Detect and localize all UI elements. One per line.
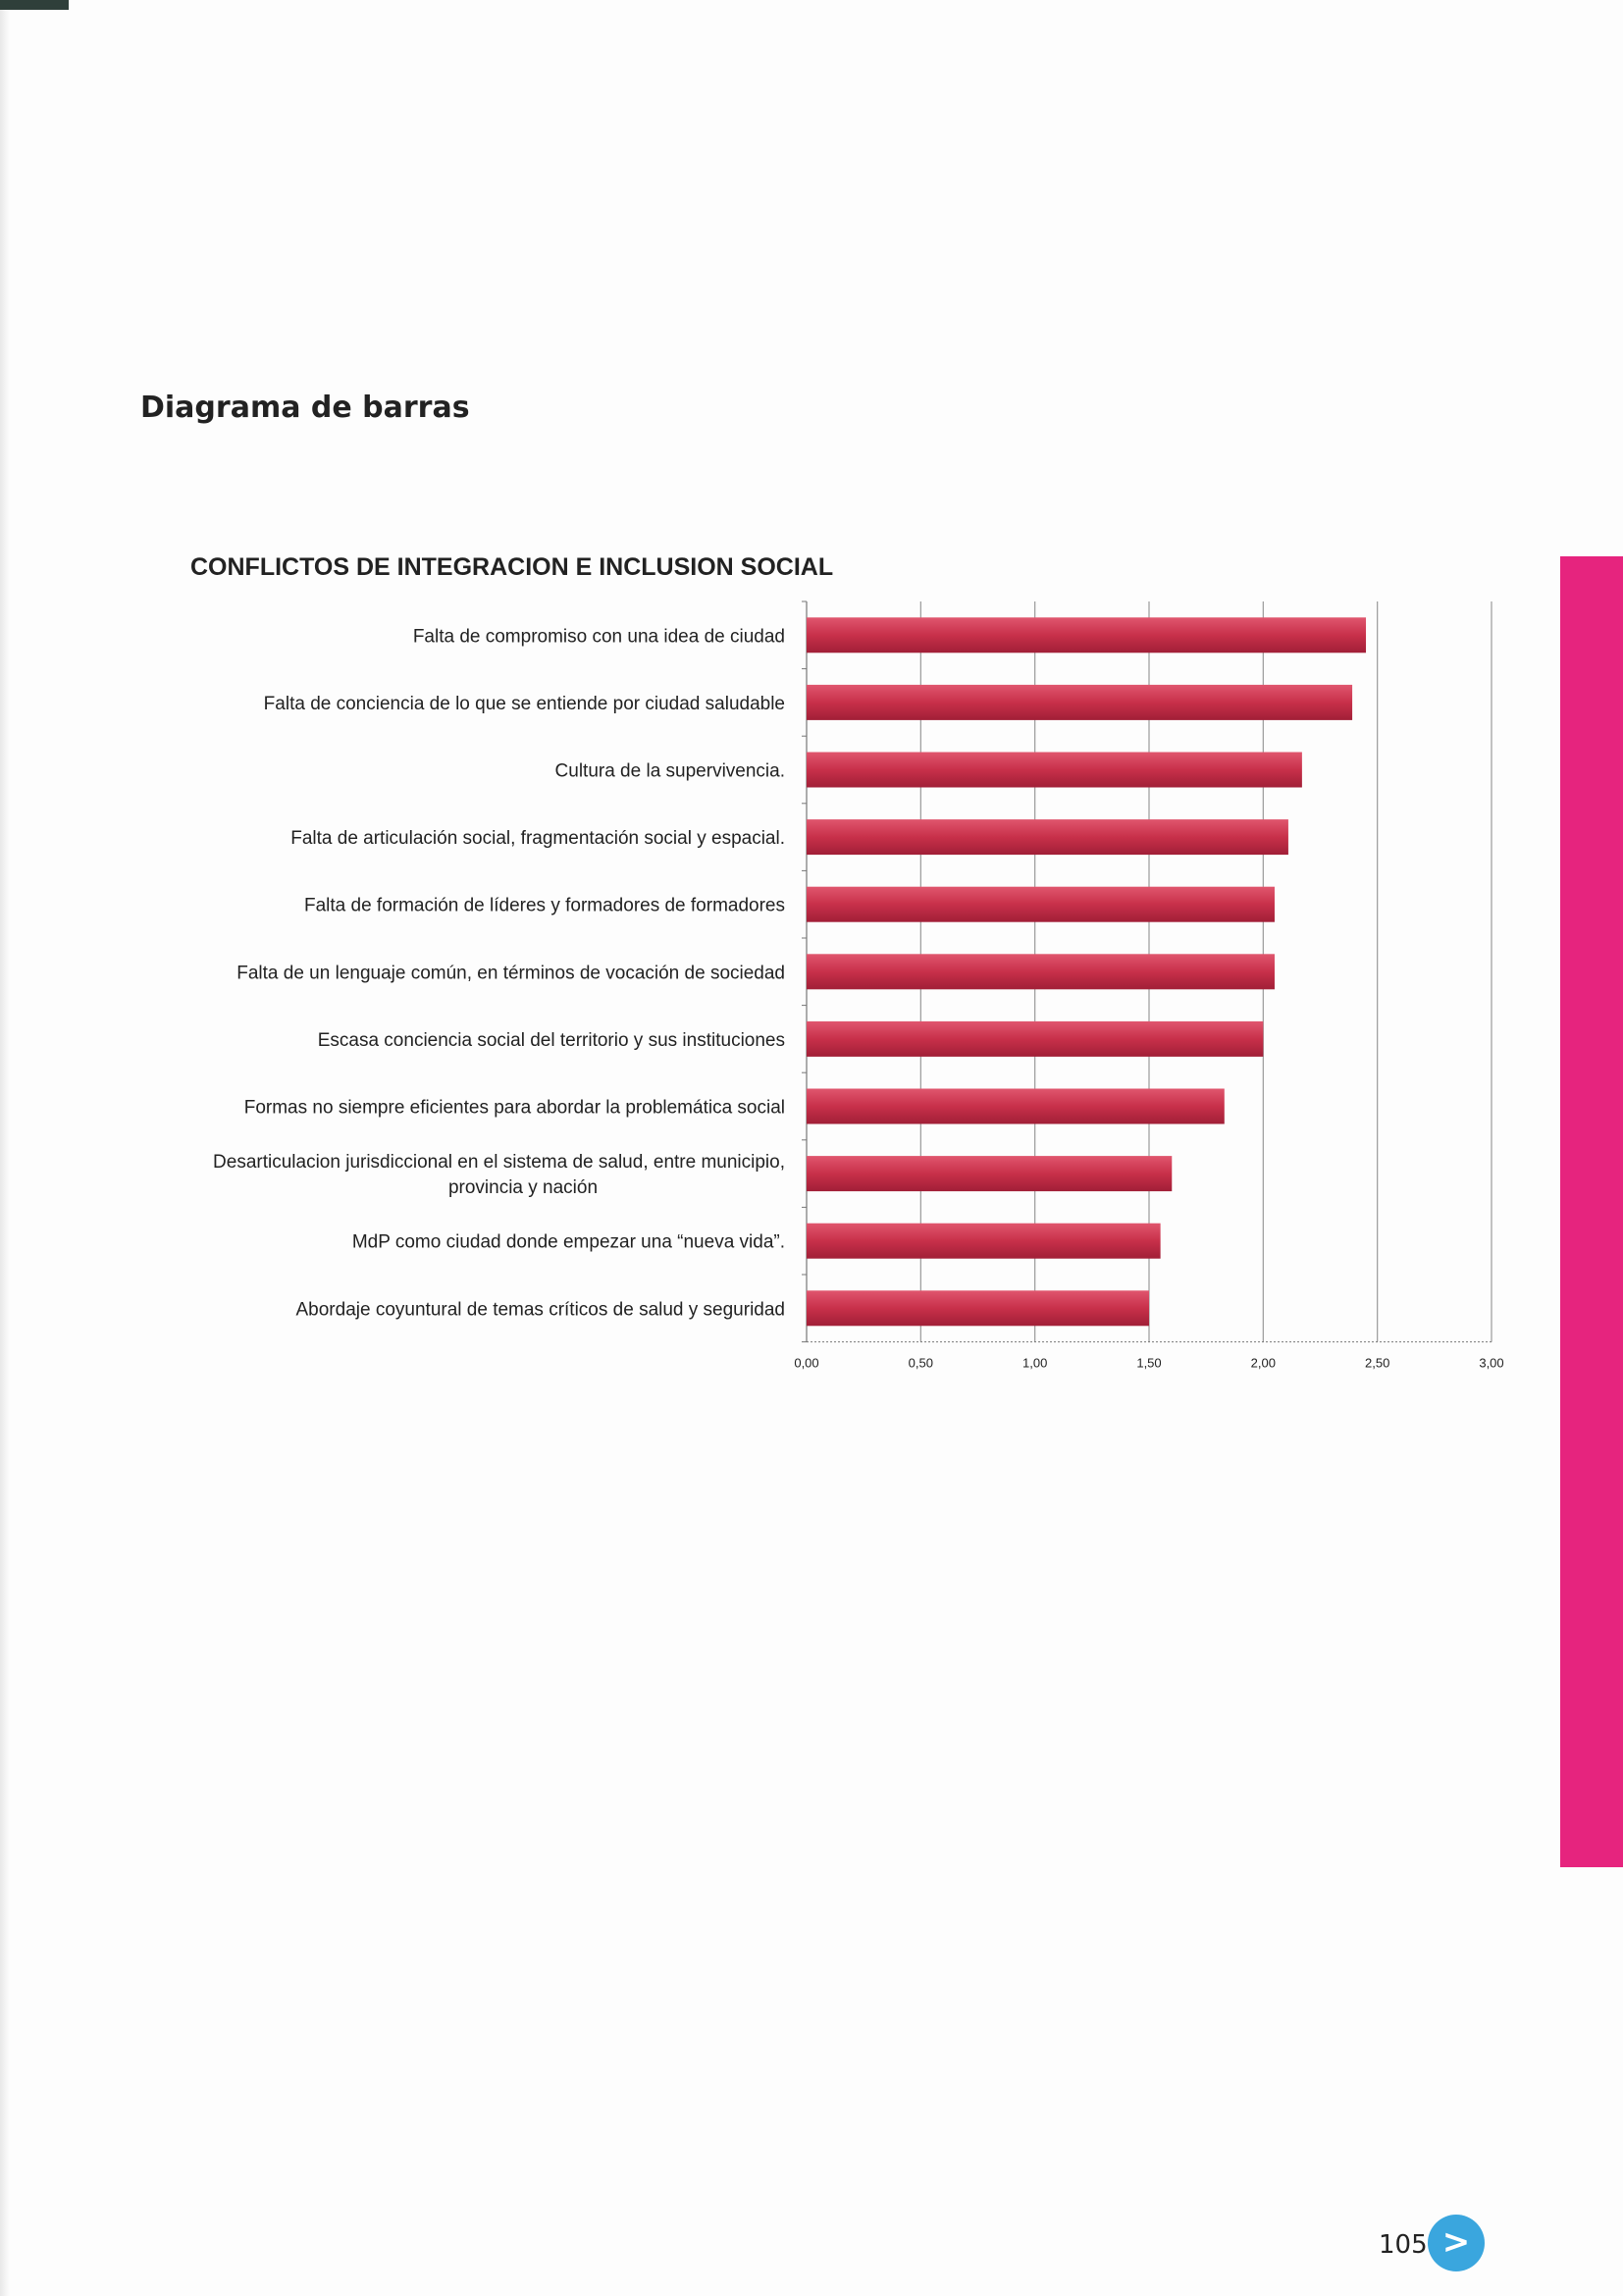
category-label-line: Abordaje coyuntural de temas críticos de salud y seguridad [295,1299,785,1321]
bars [807,617,1366,1326]
bar-10 [807,1290,1149,1326]
bar-6 [807,1021,1263,1057]
bar-1 [807,685,1352,720]
x-tick-label-5: 2,50 [1365,1355,1390,1371]
section-title: Diagrama de barras [140,391,470,425]
x-tick-labels [794,1356,1503,1371]
x-tick-label-1: 0,50 [908,1355,933,1371]
category-label-line: Falta de formación de líderes y formadores de formadores [303,895,785,916]
x-tick-label-3: 1,50 [1136,1355,1162,1371]
chevron-right-icon: > [1441,2222,1471,2262]
category-label-10 [296,1299,786,1320]
category-label-line: Falta de articulación social, fragmentación social y espacial. [290,828,785,850]
section-tab [1560,556,1623,1867]
bar-5 [807,954,1275,989]
bar-3 [807,819,1288,855]
bar-8 [807,1156,1172,1191]
category-labels [213,626,785,1320]
bar-9 [807,1224,1161,1259]
category-label-line: Escasa conciencia social del territorio y sus instituciones [317,1029,785,1051]
category-label-1 [264,694,785,714]
bar-0 [807,617,1366,652]
category-label-6 [318,1030,785,1051]
category-label-7 [244,1098,785,1119]
x-tick-label-2: 1,00 [1022,1355,1048,1371]
category-label-8 [213,1152,785,1198]
category-label-0 [413,626,785,647]
category-label-line: provincia y nación [447,1177,599,1199]
category-label-line: Cultura de la supervivencia. [554,760,785,782]
bar-4 [807,887,1275,922]
next-page-button[interactable] [1428,2215,1485,2271]
x-tick-label-6: 3,00 [1479,1355,1504,1371]
category-label-line: Formas no siempre eficientes para abordar la problemática social [243,1097,785,1119]
x-tick-label-4: 2,00 [1250,1355,1276,1371]
category-label-line: Falta de un lenguaje común, en términos de vocación de sociedad [236,963,785,984]
bar-7 [807,1089,1225,1124]
category-label-2 [555,761,785,782]
chart-title: CONFLICTOS DE INTEGRACION E INCLUSION SOCIAL [190,553,834,581]
category-label-line: Falta de compromiso con una idea de ciudad [412,626,785,648]
category-label-line: Falta de conciencia de lo que se entiende por ciudad saludable [263,693,785,714]
category-label-3 [290,828,785,849]
category-label-line: Desarticulacion jurisdiccional en el sistema de salud, entre municipio, [213,1152,785,1174]
category-label-9 [352,1232,785,1253]
bar-2 [807,753,1302,788]
category-label-5 [236,963,785,983]
category-label-line: MdP como ciudad donde empezar una “nueva vida”. [351,1231,785,1253]
category-label-4 [304,896,785,916]
page-number: 105 [1379,2230,1428,2260]
x-tick-label-0: 0,00 [794,1355,819,1371]
